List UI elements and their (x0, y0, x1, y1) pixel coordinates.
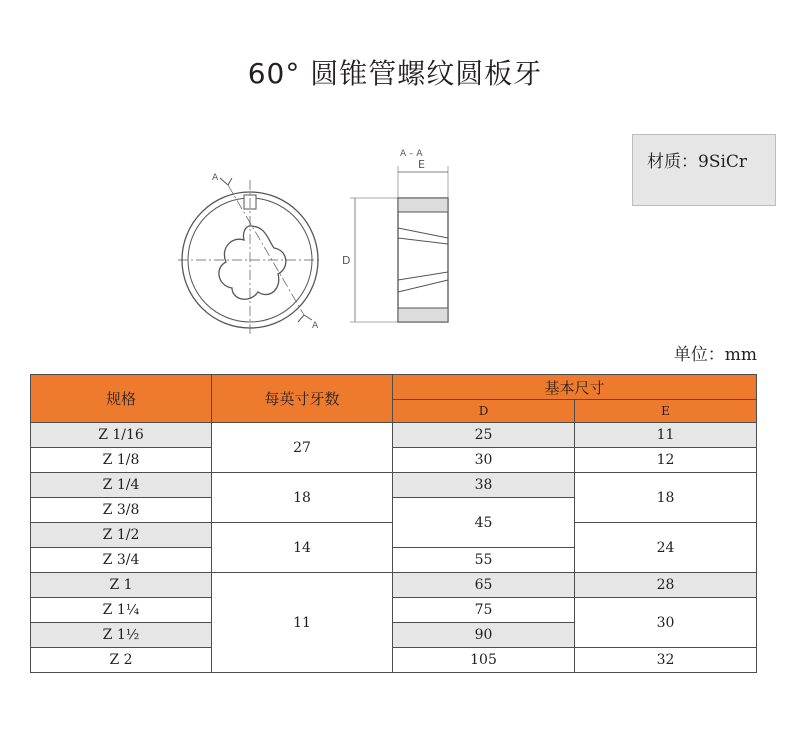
spec-cell: Z 1 (31, 573, 212, 598)
spec-cell: Z 1/8 (31, 448, 212, 473)
dimension-e-label: E (418, 158, 425, 171)
spec-cell: Z 1/2 (31, 523, 212, 548)
spec-cell: Z 1¼ (31, 598, 212, 623)
spec-table (30, 374, 757, 673)
spec-cell: Z 3/4 (31, 548, 212, 573)
spec-cell: Z 1½ (31, 623, 212, 648)
tpi-cell: 27 (212, 423, 393, 473)
e-cell: 24 (575, 523, 757, 573)
d-cell: 25 (393, 423, 575, 448)
d-cell: 45 (393, 498, 575, 548)
spec-cell: Z 1/16 (31, 423, 212, 448)
front-view (178, 178, 322, 336)
e-cell: 30 (575, 598, 757, 648)
e-cell: 12 (575, 448, 757, 473)
e-cell: 11 (575, 423, 757, 448)
spec-cell: Z 2 (31, 648, 212, 673)
d-cell: 55 (393, 548, 575, 573)
e-cell: 28 (575, 573, 757, 598)
material-label: 材质：9SiCr (647, 152, 748, 172)
section-mark-a-top: A (212, 173, 219, 183)
die-technical-drawing (170, 140, 470, 340)
d-cell: 105 (393, 648, 575, 673)
page-title: 60° 圆锥管螺纹圆板牙 (247, 57, 543, 90)
header-e: E (575, 400, 757, 423)
tpi-cell: 14 (212, 523, 393, 573)
d-cell: 75 (393, 598, 575, 623)
header-basic-size: 基本尺寸 (393, 375, 757, 400)
section-title: A – A (400, 149, 423, 159)
spec-cell: Z 3/8 (31, 498, 212, 523)
e-cell: 32 (575, 648, 757, 673)
d-cell: 30 (393, 448, 575, 473)
e-cell: 18 (575, 473, 757, 523)
d-cell: 90 (393, 623, 575, 648)
spec-cell: Z 1/4 (31, 473, 212, 498)
tpi-cell: 11 (212, 573, 393, 673)
dimension-d-label: D (342, 254, 351, 267)
tpi-cell: 18 (212, 473, 393, 523)
header-d: D (393, 400, 575, 423)
unit-label: 单位：mm (673, 345, 757, 365)
header-tpi: 每英寸牙数 (212, 375, 393, 423)
section-mark-a-bottom: A (312, 321, 319, 331)
d-cell: 38 (393, 473, 575, 498)
header-spec: 规格 (31, 375, 212, 423)
material-box (632, 134, 776, 206)
side-section-view (350, 166, 448, 322)
d-cell: 65 (393, 573, 575, 598)
